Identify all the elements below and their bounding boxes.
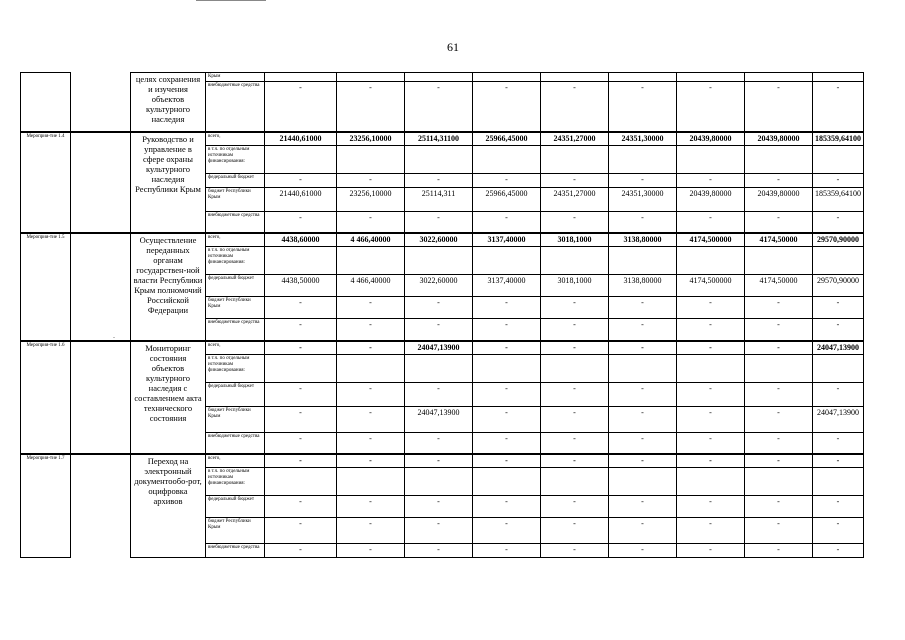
- year-value-cell: 4 466,40000: [337, 233, 405, 247]
- year-value-cell: [473, 468, 541, 496]
- year-value-cell: -: [677, 341, 745, 355]
- year-value-cell: -: [337, 82, 405, 132]
- scan-dot: -: [113, 335, 115, 341]
- year-value-cell: [745, 145, 813, 173]
- funding-source: внебюджетные средства: [206, 432, 265, 454]
- year-value-cell: 4174,50000: [745, 275, 813, 297]
- year-value-cell: 4174,500000: [677, 233, 745, 247]
- year-value-cell: 20439,80000: [745, 132, 813, 146]
- year-value-cell: -: [677, 211, 745, 233]
- year-value-cell: -: [745, 454, 813, 468]
- year-value-cell: -: [609, 211, 677, 233]
- year-value-cell: -: [405, 432, 473, 454]
- year-value-cell: -: [337, 297, 405, 319]
- year-value-cell: -: [745, 544, 813, 558]
- total-value-cell: [813, 247, 864, 275]
- year-value-cell: [677, 354, 745, 382]
- year-value-cell: 21440,61000: [265, 187, 337, 211]
- year-value-cell: -: [405, 173, 473, 187]
- funding-source: Крым: [206, 73, 265, 82]
- funding-source: бюджет Республики Крым: [206, 406, 265, 432]
- year-value-cell: -: [745, 406, 813, 432]
- total-value-cell: -: [813, 211, 864, 233]
- year-value-cell: [677, 247, 745, 275]
- year-value-cell: -: [745, 211, 813, 233]
- total-value-cell: -: [813, 82, 864, 132]
- year-value-cell: -: [609, 319, 677, 341]
- budget-table: [20, 72, 864, 558]
- total-value-cell: -: [813, 496, 864, 518]
- year-value-cell: -: [609, 82, 677, 132]
- year-value-cell: [405, 468, 473, 496]
- year-value-cell: 25114,311: [405, 187, 473, 211]
- year-value-cell: -: [473, 382, 541, 406]
- year-value-cell: -: [541, 173, 609, 187]
- year-value-cell: -: [337, 382, 405, 406]
- year-value-cell: -: [337, 544, 405, 558]
- funding-source: федеральный бюджет: [206, 382, 265, 406]
- year-value-cell: [265, 468, 337, 496]
- total-value-cell: 185359,64100: [813, 187, 864, 211]
- year-value-cell: 24351,30000: [609, 187, 677, 211]
- year-value-cell: [337, 468, 405, 496]
- year-value-cell: 3018,1000: [541, 233, 609, 247]
- year-value-cell: -: [677, 518, 745, 544]
- year-value-cell: -: [265, 82, 337, 132]
- total-value-cell: [813, 354, 864, 382]
- year-value-cell: -: [337, 406, 405, 432]
- total-value-cell: 185359,64100: [813, 132, 864, 146]
- year-value-cell: -: [337, 211, 405, 233]
- year-value-cell: -: [541, 544, 609, 558]
- total-value-cell: -: [813, 518, 864, 544]
- year-value-cell: [473, 73, 541, 82]
- year-value-cell: -: [541, 406, 609, 432]
- year-value-cell: -: [541, 518, 609, 544]
- funding-source: всего,: [206, 454, 265, 468]
- blank-column: [71, 341, 131, 455]
- year-value-cell: 20439,80000: [677, 187, 745, 211]
- year-value-cell: [405, 145, 473, 173]
- year-value-cell: [337, 354, 405, 382]
- year-value-cell: [473, 145, 541, 173]
- year-value-cell: [677, 145, 745, 173]
- total-value-cell: 29570,90000: [813, 233, 864, 247]
- year-value-cell: [265, 73, 337, 82]
- year-value-cell: -: [745, 297, 813, 319]
- year-value-cell: -: [541, 432, 609, 454]
- year-value-cell: 24047,13900: [405, 341, 473, 355]
- activity-name: Переход на электронный документообо-рот, оцифровка архивов: [131, 454, 206, 558]
- year-value-cell: -: [677, 454, 745, 468]
- year-value-cell: -: [405, 544, 473, 558]
- year-value-cell: [405, 73, 473, 82]
- blank-column: [71, 73, 131, 132]
- year-value-cell: -: [677, 496, 745, 518]
- funding-source: в т.ч. по отдельным источникам финансирования:: [206, 247, 265, 275]
- funding-source: бюджет Республики Крым: [206, 297, 265, 319]
- year-value-cell: [745, 354, 813, 382]
- year-value-cell: -: [473, 82, 541, 132]
- total-value-cell: -: [813, 297, 864, 319]
- year-value-cell: [541, 354, 609, 382]
- year-value-cell: 20439,80000: [745, 187, 813, 211]
- year-value-cell: -: [473, 297, 541, 319]
- year-value-cell: -: [609, 341, 677, 355]
- total-value-cell: 29570,90000: [813, 275, 864, 297]
- activity-number: Мероприя-тие 1.7: [21, 454, 71, 558]
- table-row: [21, 341, 864, 355]
- year-value-cell: [541, 73, 609, 82]
- year-value-cell: -: [541, 382, 609, 406]
- year-value-cell: -: [609, 518, 677, 544]
- year-value-cell: 3018,1000: [541, 275, 609, 297]
- year-value-cell: -: [541, 297, 609, 319]
- year-value-cell: -: [473, 432, 541, 454]
- year-value-cell: -: [405, 211, 473, 233]
- total-value-cell: -: [813, 319, 864, 341]
- total-value-cell: 24047,13900: [813, 406, 864, 432]
- table-row: [21, 233, 864, 247]
- year-value-cell: -: [337, 454, 405, 468]
- year-value-cell: -: [265, 319, 337, 341]
- activity-name: Руководство и управление в сфере охраны культурного наследия Республики Крым: [131, 132, 206, 234]
- page-number: 61: [447, 40, 459, 54]
- year-value-cell: [473, 354, 541, 382]
- funding-source: всего,: [206, 132, 265, 146]
- year-value-cell: -: [405, 297, 473, 319]
- year-value-cell: [265, 145, 337, 173]
- funding-source: внебюджетные средства: [206, 211, 265, 233]
- funding-source: бюджет Республики Крым: [206, 518, 265, 544]
- blank-column: [71, 454, 131, 558]
- year-value-cell: -: [473, 341, 541, 355]
- year-value-cell: -: [473, 496, 541, 518]
- year-value-cell: 23256,10000: [337, 132, 405, 146]
- table-row: [21, 454, 864, 468]
- total-value-cell: -: [813, 432, 864, 454]
- year-value-cell: 3137,40000: [473, 233, 541, 247]
- year-value-cell: [609, 145, 677, 173]
- year-value-cell: -: [405, 454, 473, 468]
- year-value-cell: -: [541, 211, 609, 233]
- year-value-cell: [745, 73, 813, 82]
- year-value-cell: -: [609, 454, 677, 468]
- year-value-cell: -: [265, 496, 337, 518]
- table-row: [21, 132, 864, 146]
- year-value-cell: -: [745, 496, 813, 518]
- year-value-cell: [265, 247, 337, 275]
- year-value-cell: [609, 247, 677, 275]
- year-value-cell: -: [265, 382, 337, 406]
- year-value-cell: -: [337, 319, 405, 341]
- year-value-cell: [337, 145, 405, 173]
- year-value-cell: -: [405, 518, 473, 544]
- year-value-cell: [337, 73, 405, 82]
- year-value-cell: -: [337, 518, 405, 544]
- year-value-cell: -: [609, 406, 677, 432]
- funding-source: федеральный бюджет: [206, 496, 265, 518]
- funding-source: всего,: [206, 233, 265, 247]
- year-value-cell: -: [265, 454, 337, 468]
- total-value-cell: -: [813, 544, 864, 558]
- year-value-cell: [541, 145, 609, 173]
- year-value-cell: -: [677, 382, 745, 406]
- blank-column: [71, 233, 131, 341]
- year-value-cell: -: [265, 518, 337, 544]
- year-value-cell: -: [609, 297, 677, 319]
- year-value-cell: 21440,61000: [265, 132, 337, 146]
- year-value-cell: [745, 468, 813, 496]
- activity-number: Мероприя-тие 1.5: [21, 233, 71, 341]
- year-value-cell: [677, 73, 745, 82]
- year-value-cell: -: [337, 341, 405, 355]
- scan-mark: [196, 0, 266, 1]
- year-value-cell: -: [677, 173, 745, 187]
- year-value-cell: -: [337, 173, 405, 187]
- year-value-cell: [609, 468, 677, 496]
- year-value-cell: -: [677, 432, 745, 454]
- year-value-cell: -: [265, 297, 337, 319]
- year-value-cell: 24351,27000: [541, 132, 609, 146]
- year-value-cell: -: [265, 211, 337, 233]
- year-value-cell: [541, 468, 609, 496]
- year-value-cell: 24351,27000: [541, 187, 609, 211]
- total-value-cell: [813, 145, 864, 173]
- year-value-cell: -: [541, 454, 609, 468]
- year-value-cell: -: [677, 297, 745, 319]
- funding-source: внебюджетные средства: [206, 544, 265, 558]
- year-value-cell: -: [745, 82, 813, 132]
- year-value-cell: [609, 73, 677, 82]
- funding-source: в т.ч. по отдельным источникам финансирования:: [206, 468, 265, 496]
- year-value-cell: -: [265, 432, 337, 454]
- year-value-cell: -: [265, 341, 337, 355]
- year-value-cell: -: [473, 406, 541, 432]
- year-value-cell: -: [265, 173, 337, 187]
- total-value-cell: -: [813, 382, 864, 406]
- year-value-cell: 4 466,40000: [337, 275, 405, 297]
- total-value-cell: 24047,13900: [813, 341, 864, 355]
- activity-number: Мероприя-тие 1.6: [21, 341, 71, 455]
- year-value-cell: -: [541, 82, 609, 132]
- year-value-cell: 24351,30000: [609, 132, 677, 146]
- year-value-cell: -: [745, 382, 813, 406]
- year-value-cell: -: [609, 173, 677, 187]
- year-value-cell: -: [745, 518, 813, 544]
- year-value-cell: -: [473, 319, 541, 341]
- table-row: [21, 73, 864, 82]
- year-value-cell: 3137,40000: [473, 275, 541, 297]
- funding-source: в т.ч. по отдельным источникам финансирования:: [206, 354, 265, 382]
- year-value-cell: 3022,60000: [405, 275, 473, 297]
- year-value-cell: 4174,500000: [677, 275, 745, 297]
- year-value-cell: -: [473, 518, 541, 544]
- year-value-cell: -: [265, 406, 337, 432]
- year-value-cell: [405, 247, 473, 275]
- year-value-cell: [405, 354, 473, 382]
- year-value-cell: 25966,45000: [473, 132, 541, 146]
- year-value-cell: -: [541, 319, 609, 341]
- year-value-cell: -: [405, 382, 473, 406]
- year-value-cell: -: [677, 406, 745, 432]
- year-value-cell: -: [745, 341, 813, 355]
- year-value-cell: 4438,50000: [265, 275, 337, 297]
- year-value-cell: -: [745, 173, 813, 187]
- year-value-cell: -: [265, 544, 337, 558]
- funding-source: в т.ч. по отдельным источникам финансирования:: [206, 145, 265, 173]
- year-value-cell: [677, 468, 745, 496]
- year-value-cell: 3138,80000: [609, 233, 677, 247]
- year-value-cell: -: [745, 432, 813, 454]
- year-value-cell: 25114,31100: [405, 132, 473, 146]
- total-value-cell: [813, 73, 864, 82]
- funding-source: бюджет Республики Крым: [206, 187, 265, 211]
- year-value-cell: 24047,13900: [405, 406, 473, 432]
- total-value-cell: -: [813, 173, 864, 187]
- year-value-cell: -: [609, 544, 677, 558]
- year-value-cell: -: [745, 319, 813, 341]
- funding-source: всего,: [206, 341, 265, 355]
- activity-number: Мероприя-тие 1.4: [21, 132, 71, 234]
- year-value-cell: -: [337, 496, 405, 518]
- year-value-cell: -: [677, 544, 745, 558]
- year-value-cell: -: [473, 454, 541, 468]
- year-value-cell: 3138,80000: [609, 275, 677, 297]
- year-value-cell: [541, 247, 609, 275]
- funding-source: федеральный бюджет: [206, 275, 265, 297]
- year-value-cell: -: [405, 82, 473, 132]
- year-value-cell: [337, 247, 405, 275]
- year-value-cell: -: [405, 496, 473, 518]
- funding-source: внебюджетные средства: [206, 82, 265, 132]
- year-value-cell: -: [473, 544, 541, 558]
- year-value-cell: 4438,60000: [265, 233, 337, 247]
- activity-number: [21, 73, 71, 132]
- year-value-cell: [265, 354, 337, 382]
- year-value-cell: 23256,10000: [337, 187, 405, 211]
- year-value-cell: -: [473, 211, 541, 233]
- year-value-cell: [609, 354, 677, 382]
- year-value-cell: -: [541, 341, 609, 355]
- year-value-cell: -: [405, 319, 473, 341]
- blank-column: [71, 132, 131, 234]
- year-value-cell: -: [677, 82, 745, 132]
- year-value-cell: -: [609, 382, 677, 406]
- year-value-cell: -: [541, 496, 609, 518]
- year-value-cell: 3022,60000: [405, 233, 473, 247]
- year-value-cell: 4174,50000: [745, 233, 813, 247]
- year-value-cell: -: [337, 432, 405, 454]
- year-value-cell: -: [609, 432, 677, 454]
- funding-source: федеральный бюджет: [206, 173, 265, 187]
- year-value-cell: -: [677, 319, 745, 341]
- total-value-cell: -: [813, 454, 864, 468]
- activity-name: целях сохранения и изучения объектов культурного наследия: [131, 73, 206, 132]
- year-value-cell: 20439,80000: [677, 132, 745, 146]
- year-value-cell: -: [473, 173, 541, 187]
- activity-name: Мониторинг состояния объектов культурного наследия с составлением акта технического состояния: [131, 341, 206, 455]
- year-value-cell: [473, 247, 541, 275]
- activity-name: Осуществление переданных органам государствен-ной власти Республики Крым полномочий Российской Федерации: [131, 233, 206, 341]
- year-value-cell: 25966,45000: [473, 187, 541, 211]
- year-value-cell: [745, 247, 813, 275]
- year-value-cell: -: [609, 496, 677, 518]
- total-value-cell: [813, 468, 864, 496]
- funding-source: внебюджетные средства: [206, 319, 265, 341]
